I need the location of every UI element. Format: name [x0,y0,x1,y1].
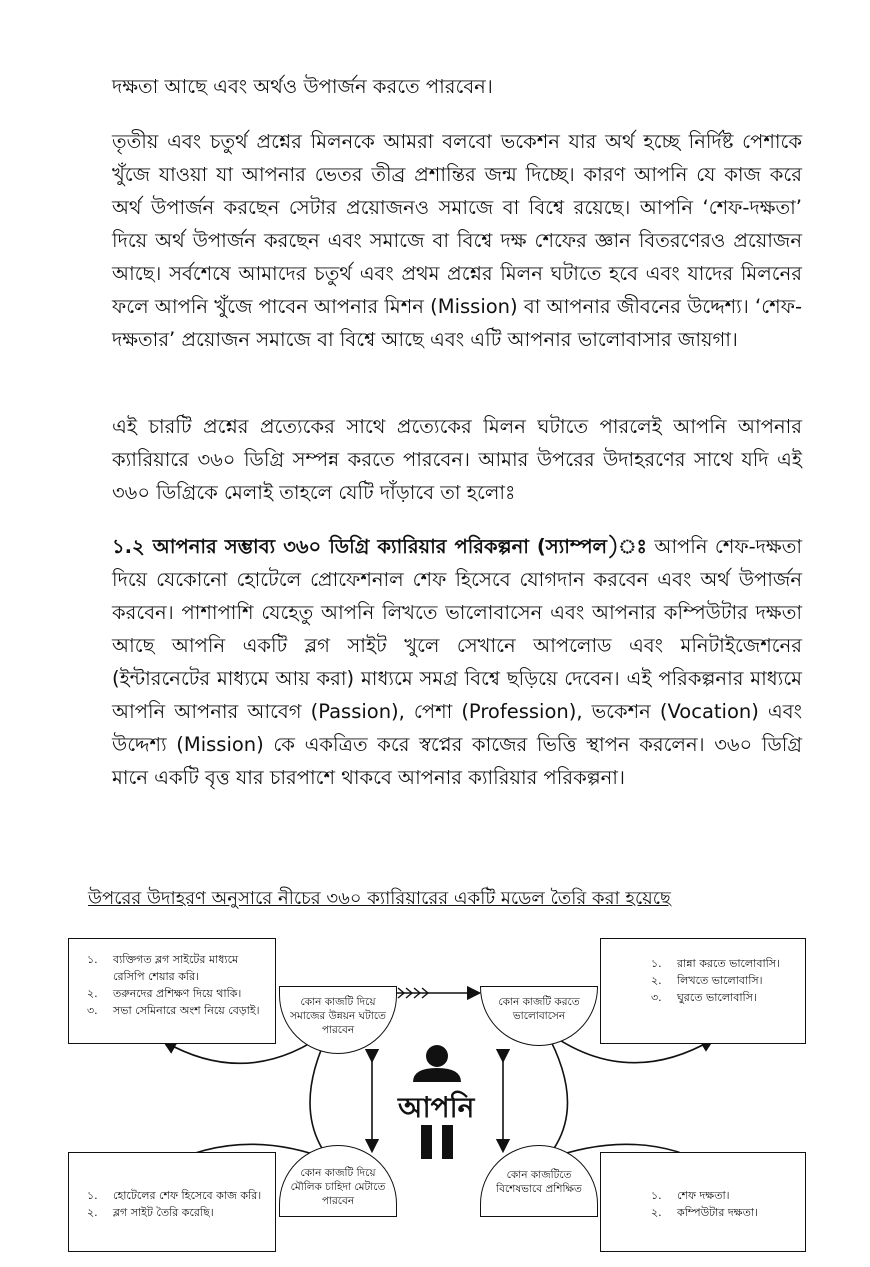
box-top-left [68,938,276,1044]
section-heading: ১.২ আপনার সম্ভাব্য ৩৬০ ডিগ্রি ক্যারিয়ার পরিকল্পনা (স্যাম্পল)ঃ [112,535,647,558]
list-item: ২. ব্লগ সাইট তৈরি করেছি। [87,1206,214,1219]
list-item: ১. শেফ দক্ষতা। [651,1189,730,1202]
paragraph-vocation-mission: তৃতীয় এবং চতুর্থ প্রশ্নের মিলনকে আমরা বলবো ভকেশন যার অর্থ হচ্ছে নির্দিষ্ট পেশাকে খুঁজে যাওয়া যা আপনার ভেতর তীব্র প্রশান্তির জন্ম দিচ্ছে। কারণ আপনি যে কাজ করে অর্থ উপার্জন করছেন সেটার প্রয়োজনও সমাজে বা বিশ্বে রয়েছে। আপনি ‘শেফ-দক্ষতা’ দিয়ে অর্থ উপার্জন করছেন এবং সমাজে বা বিশ্বে দক্ষ শেফের জ্ঞান বিতরণেরও প্রয়োজন আছে। সর্বশেষে আমাদের চতুর্থ এবং প্রথম প্রশ্নের মিলন ঘটাতে হবে এবং যাদের মিলনের ফলে আপনি খুঁজে পাবেন আপনার মিশন (Mission) বা আপনার জীবনের উদ্দেশ্য। ‘শেফ-দক্ষতার’ প্রয়োজন সমাজে বা বিশ্বে আছে এবং এটি আপনার ভালোবাসার জায়গা। [112,130,802,351]
semicircle-society: কোন কাজটি দিয়ে সমাজের উন্নয়ন ঘটাতে পারবেন [279,986,397,1054]
box-bottom-right [600,1152,806,1252]
list-item: ১. হোটেলের শেফ হিসেবে কাজ করি। [87,1189,262,1202]
list-item: ৩. সভা সেমিনারে অংশ নিয়ে বেড়াই। [87,1004,260,1017]
circle-arc-right [545,1030,568,1160]
semicircle-love: কোন কাজটি করতে ভালোবাসেন [480,986,598,1046]
diagram-caption: উপরের উদাহরণ অনুসারে নীচের ৩৬০ ক্যারিয়ারের একটি মডেল তৈরি করা হয়েছে [88,888,671,909]
box-top-right [600,938,806,1044]
list-item: ২. কম্পিউটার দক্ষতা। [651,1206,758,1219]
paragraph-360-degree: এই চারটি প্রশ্নের প্রত্যেকের সাথে প্রত্যেকের মিলন ঘটাতে পারলেই আপনি আপনার ক্যারিয়ারে ৩৬০ ডিগ্রি সম্পন্ন করতে পারবেন। আমার উপরের উদাহরণের সাথে যদি এই ৩৬০ ডিগ্রিকে মেলাই তাহলে যেটি দাঁড়াবে তা হলোঃ [112,415,802,504]
section-body: আপনি শেফ-দক্ষতা দিয়ে যেকোনো হোটেলে প্রোফেশনাল শেফ হিসেবে যোগদান করবেন এবং অর্থ উপার্জন করবেন। পাশাপাশি যেহেতু আপনি লিখতে ভালোবাসেন এবং আপনার কম্পিউটার দক্ষতা আছে আপনি একটি ব্লগ সাইট খুলে সেখানে আপলোড এবং মনিটাইজেশনের (ইন্টারনেটের মাধ্যমে আয় করা) মাধ্যমে সমগ্র বিশ্বে ছড়িয়ে দেবেন। এই পরিকল্পনার মাধ্যমে আপনি আপনার আবেগ (Passion), পেশা (Profession), ভকেশন (Vocation) এবং উদ্দেশ্য (Mission) কে একত্রিত করে স্বপ্নের কাজের ভিত্তি স্থাপন করলেন। ৩৬০ ডিগ্রি মানে একটি বৃত্ত যার চারপাশে থাকবে আপনার ক্যারিয়ার পরিকল্পনা। [112,535,803,789]
list-item: ৩. ঘুরতে ভালোবাসি। [651,991,757,1004]
semicircle-basic-needs: কোন কাজটি দিয়ে মৌলিক চাহিদা মেটাতে পারবেন [279,1145,397,1217]
center-label: আপনি [398,1091,475,1124]
semicircle-trained: কোন কাজটিতে বিশেষভাবে প্রশিক্ষিত [480,1145,598,1217]
box-bottom-left [68,1152,276,1252]
list-item: ১. ব্যক্তিগত ব্লগ সাইটের মাধ্যমে রেসিপি শেয়ার করি। [87,953,239,983]
paragraph-continuation: দক্ষতা আছে এবং অর্থও উপার্জন করতে পারবেন। [112,75,493,98]
list-item: ২. লিখতে ভালোবাসি। [651,974,763,987]
list-item: ১. রান্না করতে ভালোবাসি। [651,957,780,970]
list-item: ২. তরুনদের প্রশিক্ষণ দিয়ে থাকি। [87,987,242,1000]
